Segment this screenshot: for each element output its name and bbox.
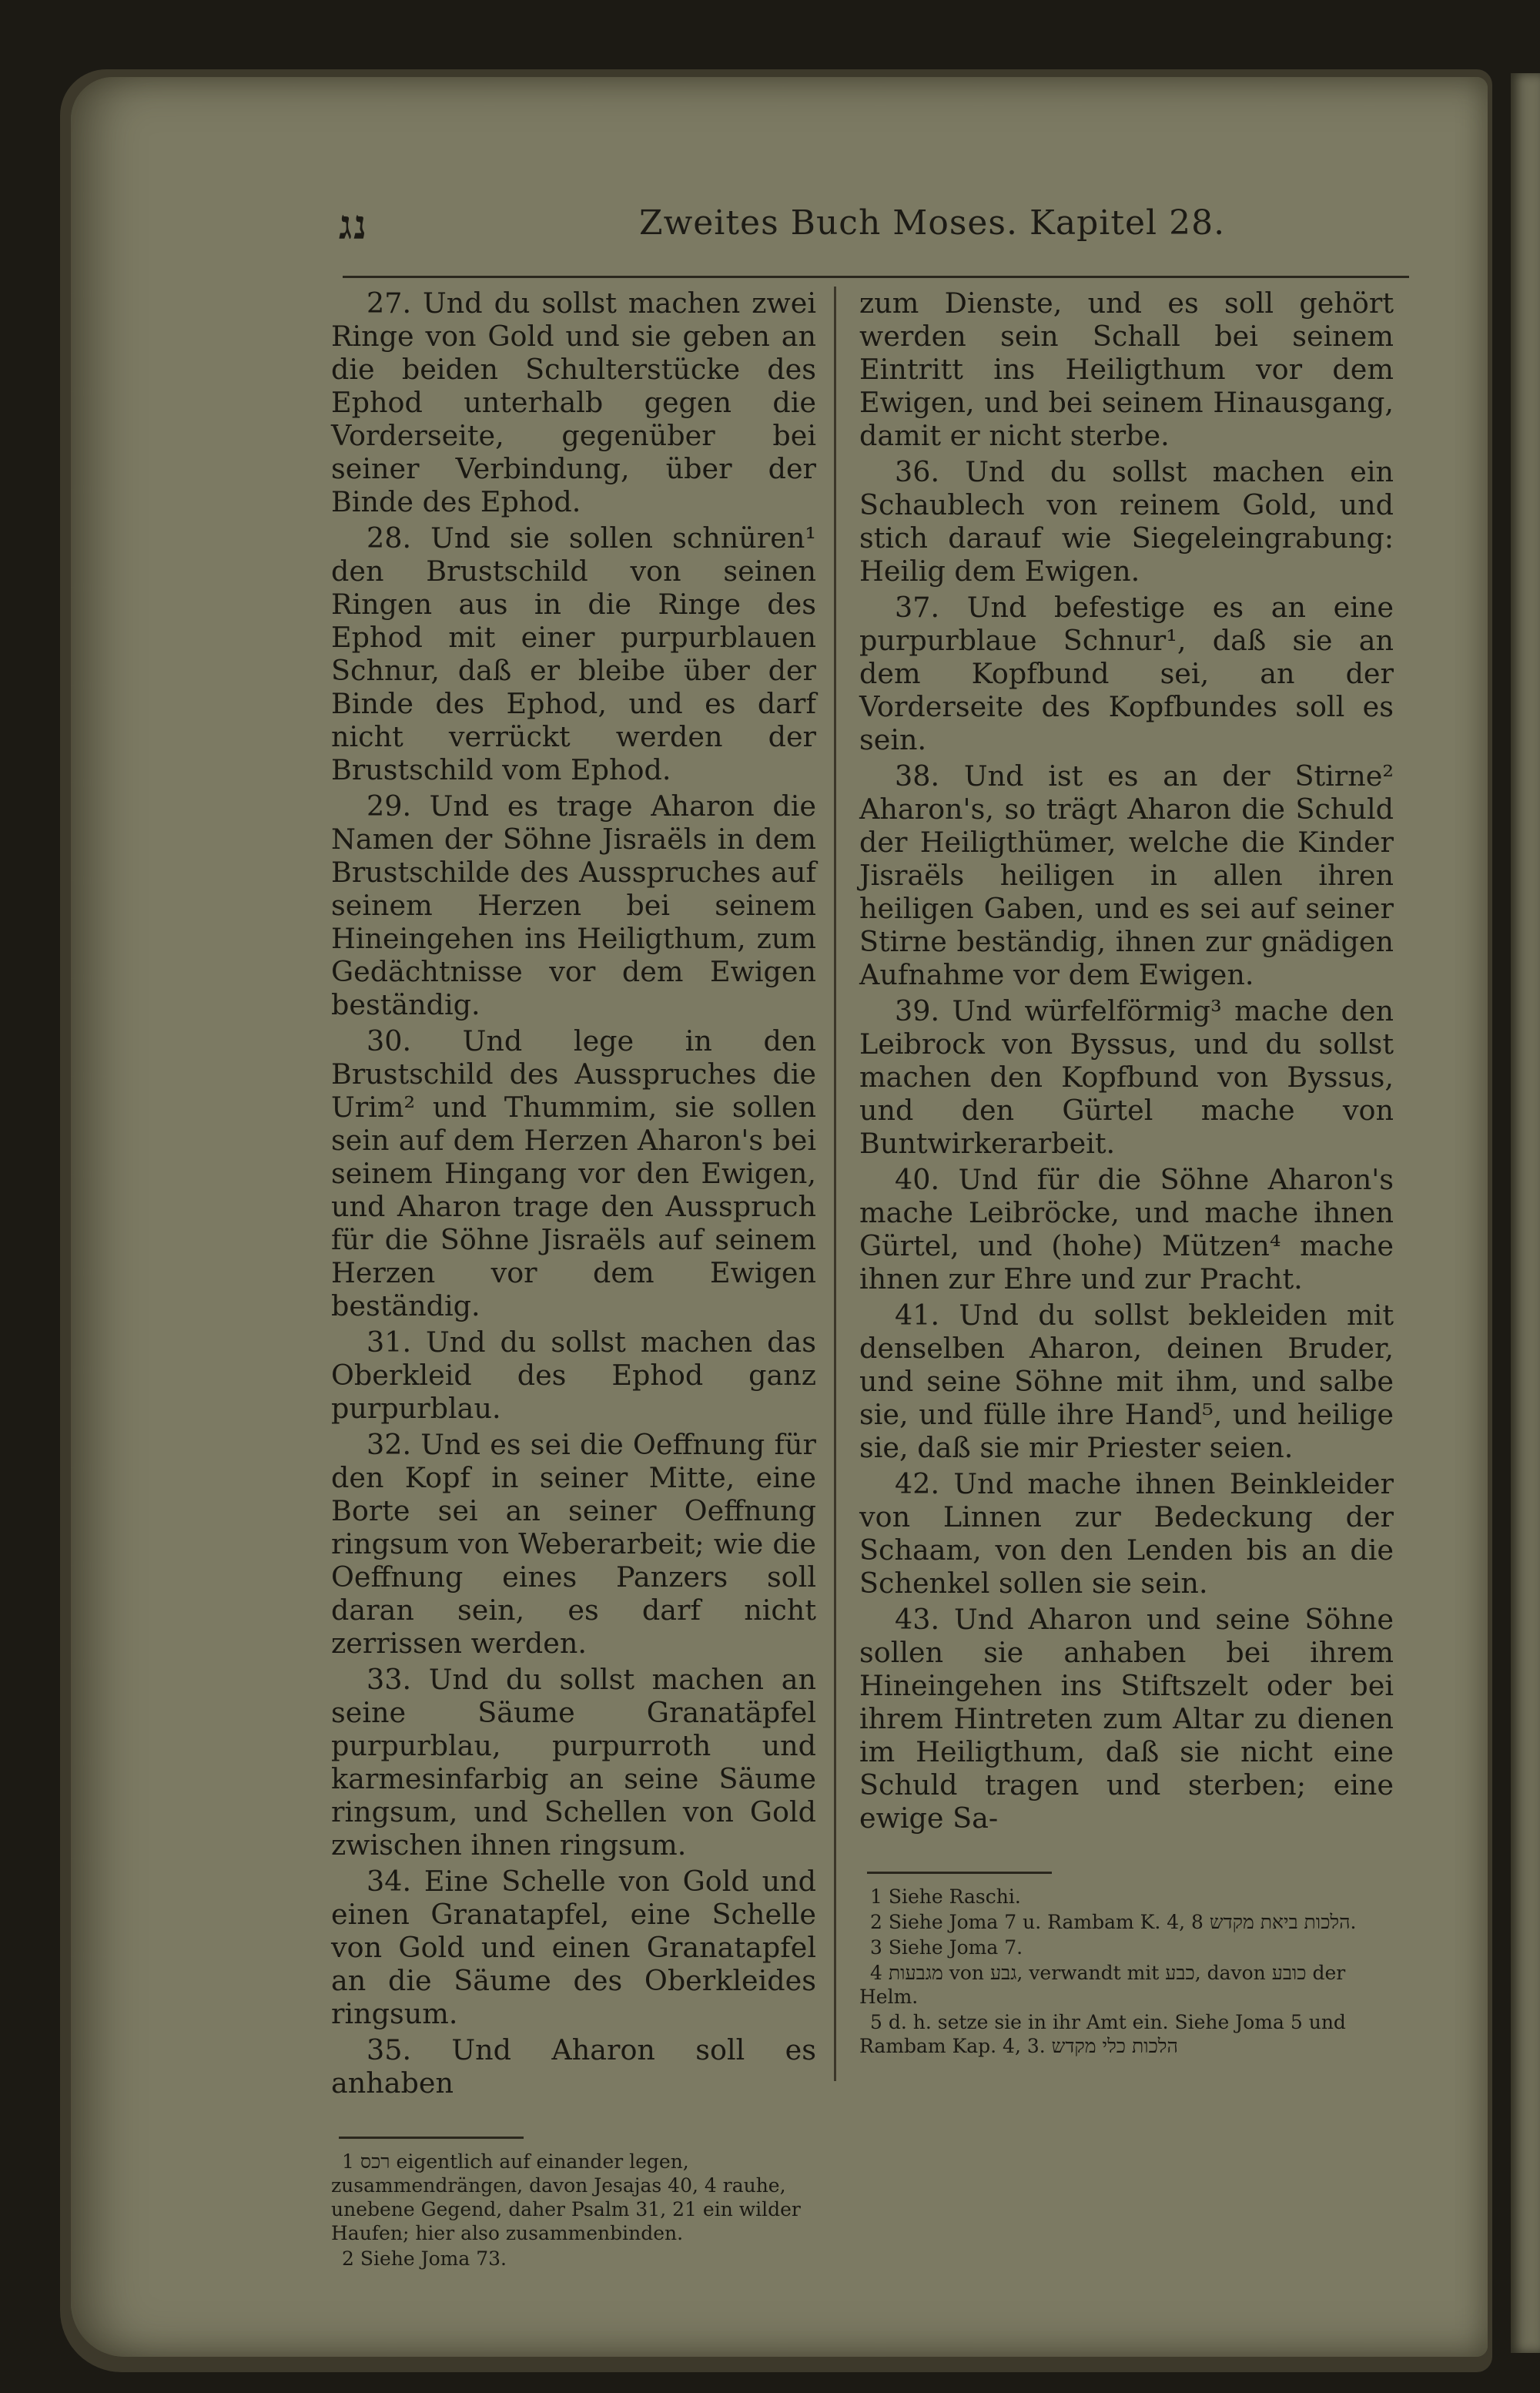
verse-34: 34. Eine Schelle von Gold und einen Granatapfel, eine Schelle von Gold und einen Granatapfel an die Säume des Oberkleides ringsum. <box>331 1865 816 2030</box>
right-footnotes <box>859 1885 1394 2058</box>
footnote-1: 1 רכס eigentlich auf einander legen, zusammendrängen, davon Jesajas 40, 4 rauhe, unebene Gegend, daher Psalm 31, 21 ein wilder Haufen; hier also zusammenbinden. <box>331 2150 801 2244</box>
verse-37: 37. Und befestige es an eine purpurblaue Schnur¹, daß sie an dem Kopfbund sei, an der Vorderseite des Kopfbundes soll es sein. <box>859 591 1394 756</box>
page-number: נג <box>339 202 369 249</box>
verse-36: 36. Und du sollst machen ein Schaublech von reinem Gold, und stich darauf wie Siegeleingrabung: Heilig dem Ewigen. <box>859 455 1394 588</box>
footnote-1: 1 Siehe Raschi. <box>870 1885 1021 1908</box>
footnote-rule <box>867 1872 1052 1874</box>
facing-page-edge <box>1511 73 1540 2353</box>
running-title: Zweites Buch Moses. Kapitel 28. <box>639 203 1226 243</box>
verse-38: 38. Und ist es an der Stirne² Aharon's, so trägt Aharon die Schuld der Heiligthümer, welche die Kinder Jisraëls heiligen in allen ihren heiligen Gaben, und es sei auf seiner Stirne beständig, ihnen zur gnädigen Aufnahme vor dem Ewigen. <box>859 759 1394 991</box>
left-column <box>331 287 816 2272</box>
verse-29: 29. Und es trage Aharon die Namen der Söhne Jisraëls in dem Brustschilde des Ausspruches auf seinem Herzen bei seinem Hineingehen ins Heiligthum, zum Gedächtnisse vor dem Ewigen beständig. <box>331 789 816 1021</box>
verse-27: 27. Und du sollst machen zwei Ringe von Gold und sie geben an die beiden Schulterstücke des Ephod unterhalb gegen die Vorderseite, gegenüber bei seiner Verbindung, über der Binde des Ephod. <box>331 287 816 518</box>
verse-28: 28. Und sie sollen schnüren¹ den Brustschild von seinen Ringen aus in die Ringe des Ephod mit einer purpurblauen Schnur, daß er bleibe über der Binde des Ephod, und es darf nicht verrückt werden der Brustschild vom Ephod. <box>331 521 816 786</box>
verse-33: 33. Und du sollst machen an seine Säume Granatäpfel purpurblau, purpurroth und karmesinfarbig an seine Säume ringsum, und Schellen von Gold zwischen ihnen ringsum. <box>331 1663 816 1862</box>
right-column <box>859 287 1394 2060</box>
verse-40: 40. Und für die Söhne Aharon's mache Leibröcke, und mache ihnen Gürtel, und (hohe) Mützen⁴ mache ihnen zur Ehre und zur Pracht. <box>859 1163 1394 1295</box>
verse-32: 32. Und es sei die Oeffnung für den Kopf in seiner Mitte, eine Borte sei an seiner Oeffnung ringsum von Weberarbeit; wie die Oeffnung eines Panzers soll daran sein, es darf nicht zerrissen werden. <box>331 1428 816 1660</box>
header-rule <box>343 276 1409 278</box>
verse-42: 42. Und mache ihnen Beinkleider von Linnen zur Bedeckung der Schaam, von den Lenden bis an die Schenkel sollen sie sein. <box>859 1467 1394 1600</box>
page-header <box>339 202 1417 263</box>
footnote-2: 2 Siehe Joma 7 u. Rambam K. 4, 8 הלכות ביאת מקדש. <box>870 1911 1357 1933</box>
verse-35-continued: zum Dienste, und es soll gehört werden sein Schall bei seinem Eintritt ins Heiligthum vor dem Ewigen, und bei seinem Hinausgang, damit er nicht sterbe. <box>859 287 1394 452</box>
left-footnotes <box>331 2150 816 2271</box>
footnote-4: 4 מגבעות von גבע, verwandt mit כבע, davon כובע der Helm. <box>859 1962 1346 2008</box>
footnote-rule <box>339 2137 524 2139</box>
footnote-3: 3 Siehe Joma 7. <box>870 1936 1023 1959</box>
verse-35: 35. Und Aharon soll es anhaben <box>331 2033 816 2100</box>
column-divider <box>834 287 836 2081</box>
verse-31: 31. Und du sollst machen das Oberkleid des Ephod ganz purpurblau. <box>331 1326 816 1425</box>
verse-30: 30. Und lege in den Brustschild des Ausspruches die Urim² und Thummim, sie sollen sein auf dem Herzen Aharon's bei seinem Hingang vor den Ewigen, und Aharon trage den Ausspruch für die Söhne Jisraëls auf seinem Herzen vor dem Ewigen beständig. <box>331 1024 816 1322</box>
verse-43: 43. Und Aharon und seine Söhne sollen sie anhaben bei ihrem Hineingehen ins Stiftszelt oder bei ihrem Hintreten zum Altar zu dienen im Heiligthum, daß sie nicht eine Schuld tragen und sterben; eine ewige Sa- <box>859 1603 1394 1835</box>
footnote-5: 5 d. h. setze sie in ihr Amt ein. Siehe Joma 5 und Rambam Kap. 4, 3. הלכות כלי מקדש <box>859 2011 1346 2057</box>
verse-41: 41. Und du sollst bekleiden mit denselben Aharon, deinen Bruder, und seine Söhne mit ihm, und salbe sie, und fülle ihre Hand⁵, und heilige sie, daß sie mir Priester seien. <box>859 1299 1394 1464</box>
footnote-2: 2 Siehe Joma 73. <box>342 2247 507 2270</box>
verse-39: 39. Und würfelförmig³ mache den Leibrock von Byssus, und du sollst machen den Kopfbund von Byssus, und den Gürtel mache von Buntwirkerarbeit. <box>859 994 1394 1160</box>
